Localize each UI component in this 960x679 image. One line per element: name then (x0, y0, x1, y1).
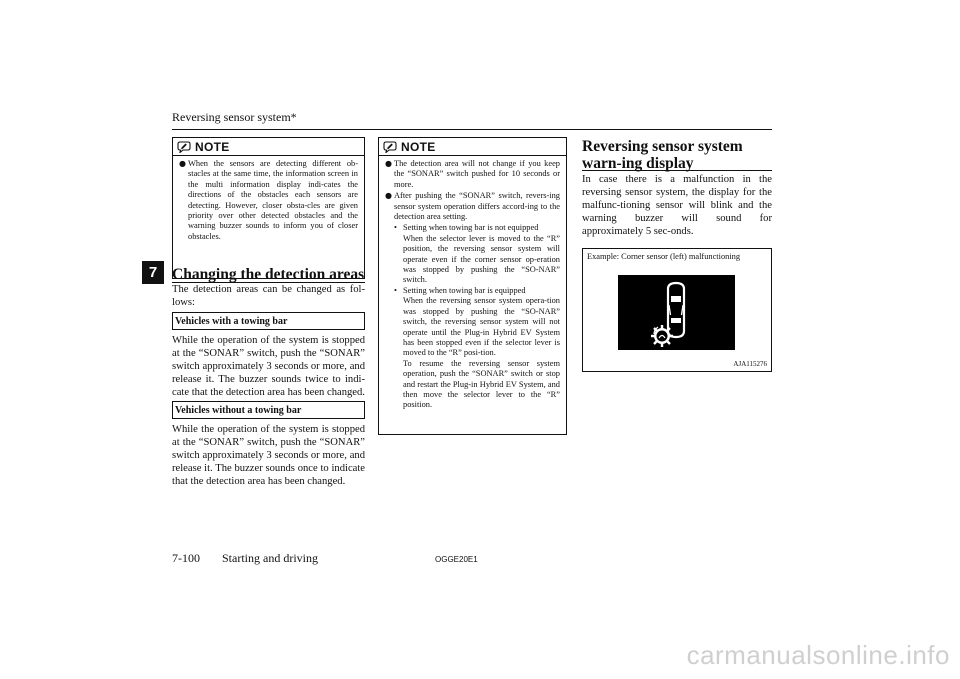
display-panel-image (618, 275, 735, 350)
watermark[interactable]: carmanualsonline.info (686, 640, 950, 670)
note-icon (177, 141, 191, 153)
note-box-middle (378, 137, 567, 435)
figure-id: AJA115276 (733, 360, 767, 368)
car-sensor-warning-icon (618, 275, 735, 350)
note-title-bar (379, 138, 566, 156)
note-bullet-text: When the sensors are detecting different ob-stacles at the same time, the information screen in the multi information display indi-cates the directions of the obstacles each sensors are detecting. However, closer obsta-cles are given priority over other detected obstacles and the warning buzzer sounds to inform you of closer obstacles. (188, 159, 358, 241)
intro-text: The detection areas can be changed as fol-lows: (172, 284, 365, 308)
note-bullet (385, 191, 560, 222)
with-towing-bar-text: While the operation of the system is stopped at the “SONAR” switch, push the “SONAR” switch approximately 3 seconds or more, and release it. The buzzer sounds twice to indi-cate that the detection area has been changed. (172, 335, 365, 398)
sub-item-title (385, 286, 560, 296)
bullet-marker-icon: ● (385, 159, 392, 168)
running-header: Reversing sensor system* (172, 110, 297, 124)
sub-item-title-text: Setting when towing bar is not equipped (403, 223, 539, 233)
sub-item-title (385, 223, 560, 233)
header-rule (172, 129, 772, 130)
note-box-left (172, 137, 365, 279)
section-rule (582, 170, 772, 171)
sub-item-text: To resume the reversing sensor system operation, push the “SONAR” switch or stop and restart the Plug-in Hybrid EV System, and then move the selector lever to the “R” position. (403, 358, 560, 410)
without-towing-bar-text: While the operation of the system is stopped at the “SONAR” switch, push the “SONAR” switch approximately 3 seconds or more, and release it. The buzzer sounds once to indicate that the detection area has been changed. (172, 424, 365, 487)
note-body (173, 156, 364, 247)
sub-bullet-icon: • (394, 285, 397, 295)
figure-caption: Example: Corner sensor (left) malfunctioning (587, 252, 741, 261)
sub-item-text: When the selector lever is moved to the “R” position, the reversing sensor system will operate even if the corner sensor op-eration was stopped by pushing the “SO-NAR” switch. (403, 233, 560, 285)
sub-item-text: When the reversing sensor system opera-tion was stopped by pushing the “SO-NAR” switch, the reversing sensor system will not operate until the Plug-in Hybrid EV System has been stopped even if the selector lever is moved to the “R” posi-tion. (403, 296, 560, 358)
bullet-marker-icon: ● (385, 191, 392, 201)
note-bullet-text: After pushing the “SONAR” switch, revers-ing sensor system operation differs accord-ing to the detection area setting. (394, 191, 560, 222)
note-title: NOTE (401, 139, 436, 154)
document-code: OGGE20E1 (435, 555, 478, 564)
figure-box (582, 248, 772, 372)
note-icon (383, 141, 397, 153)
section-title-changing-detection-areas: Changing the detection areas (172, 266, 365, 283)
subheading-without-towing-bar: Vehicles without a towing bar (172, 401, 365, 419)
note-title: NOTE (195, 139, 230, 154)
note-title-bar (173, 138, 364, 156)
page-number: 7-100 (172, 551, 200, 565)
note-bullet (385, 159, 560, 190)
bullet-marker-icon: ● (179, 159, 186, 168)
sub-item-title-text: Setting when towing bar is equipped (403, 285, 526, 295)
note-bullet-text: The detection area will not change if you keep the “SONAR” switch pushed for 10 seconds or more. (394, 159, 560, 189)
section-title-warning-display: Reversing sensor system warn-ing display (582, 138, 743, 172)
note-bullet (179, 159, 358, 242)
subheading-with-towing-bar: Vehicles with a towing bar (172, 312, 365, 330)
note-body (379, 156, 566, 415)
footer-section-name: Starting and driving (222, 551, 318, 565)
chapter-tab: 7 (142, 261, 164, 284)
warning-display-text: In case there is a malfunction in the reversing sensor system, the display for the malfunc-tioning sensor will blink and the warning buzzer will sound for approximately 5 sec-onds. (582, 174, 772, 237)
sub-bullet-icon: • (394, 223, 397, 233)
